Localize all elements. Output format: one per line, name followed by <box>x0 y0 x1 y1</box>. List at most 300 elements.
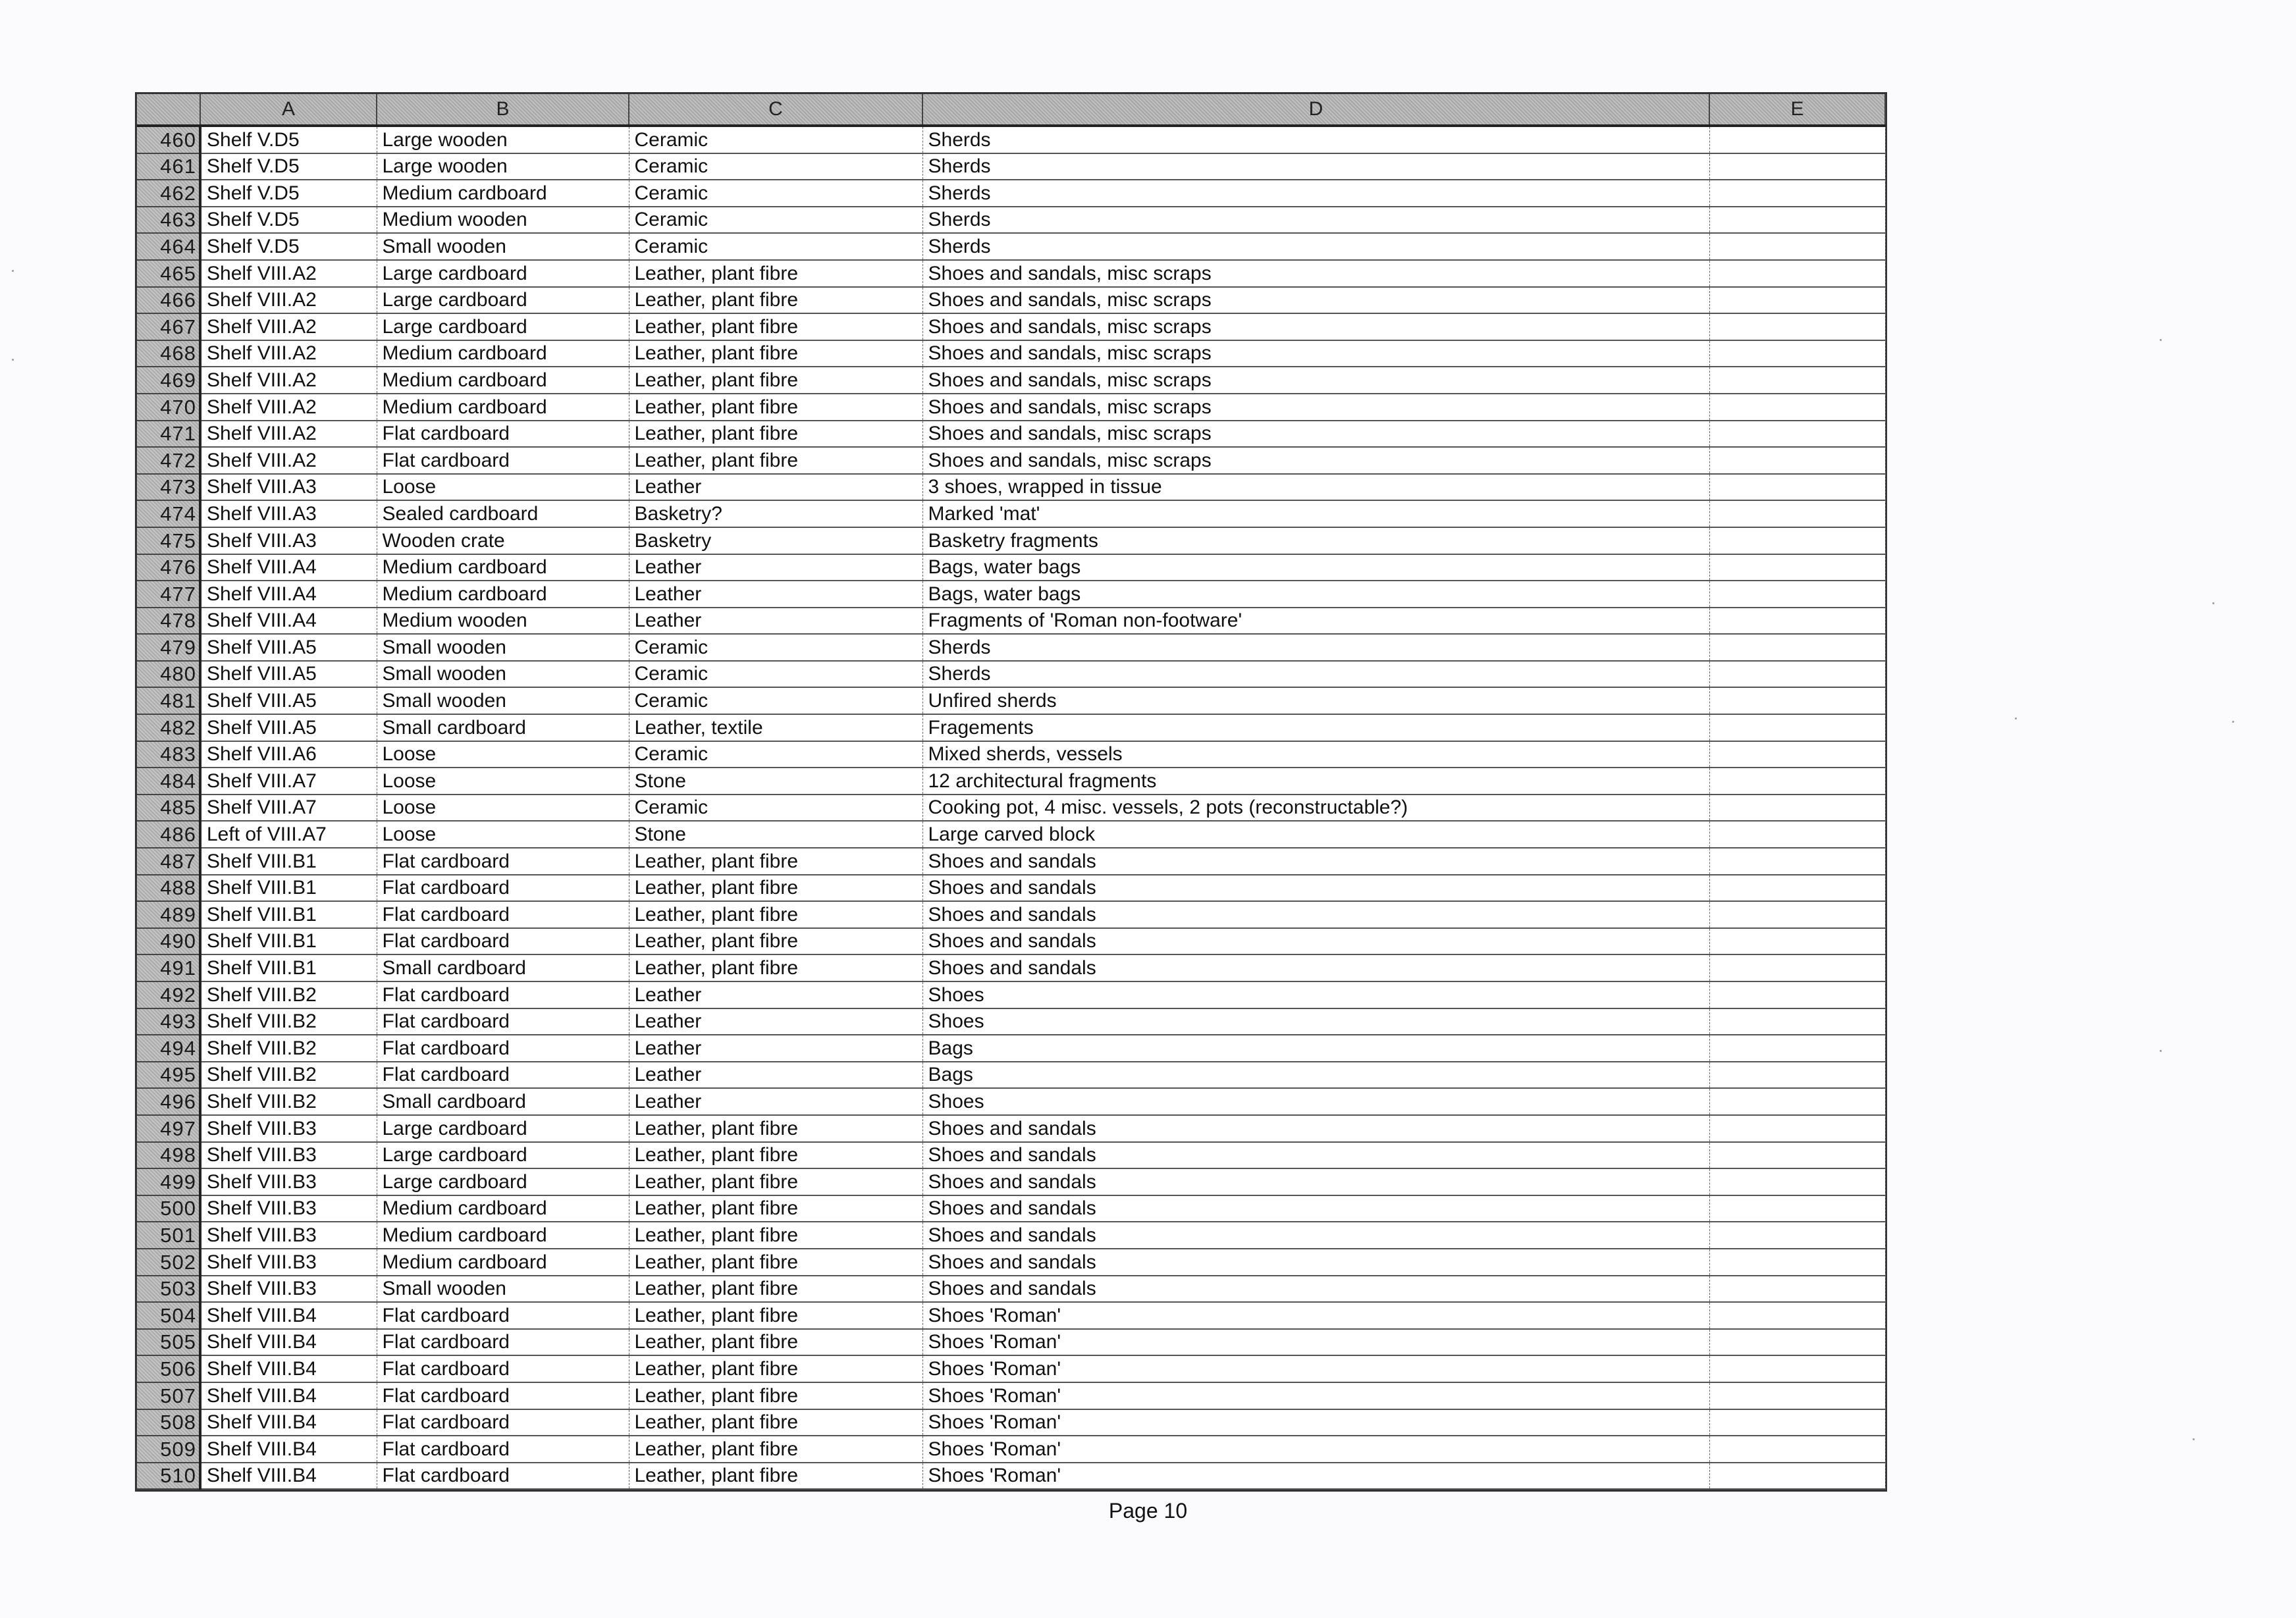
cell-description: Shoes and sandals <box>922 1195 1709 1222</box>
table-row <box>137 954 1885 981</box>
cell-description: Shoes <box>922 981 1709 1008</box>
cell-material: Leather, plant fibre <box>629 1195 922 1222</box>
cell-e <box>1709 367 1885 394</box>
cell-description: Sherds <box>922 661 1709 688</box>
cell-container: Flat cardboard <box>377 901 629 928</box>
row-number: 495 <box>137 1062 200 1089</box>
cell-location: Shelf VIII.B3 <box>200 1142 377 1169</box>
cell-location: Shelf VIII.B3 <box>200 1115 377 1142</box>
cell-material: Ceramic <box>629 741 922 768</box>
cell-container: Medium wooden <box>377 207 629 234</box>
cell-material: Leather, plant fibre <box>629 848 922 875</box>
cell-location: Shelf VIII.A3 <box>200 500 377 527</box>
cell-description: Sherds <box>922 126 1709 153</box>
row-number: 466 <box>137 287 200 314</box>
row-number: 460 <box>137 126 200 153</box>
table-row <box>137 687 1885 714</box>
cell-material: Leather, plant fibre <box>629 928 922 955</box>
cell-container: Small cardboard <box>377 714 629 741</box>
cell-material: Leather, plant fibre <box>629 1115 922 1142</box>
row-number: 509 <box>137 1436 200 1463</box>
table-row <box>137 1062 1885 1089</box>
table-row <box>137 1142 1885 1169</box>
cell-e <box>1709 821 1885 848</box>
cell-location: Shelf VIII.A5 <box>200 714 377 741</box>
row-number: 504 <box>137 1302 200 1329</box>
row-number: 478 <box>137 608 200 635</box>
cell-material: Leather, plant fibre <box>629 1276 922 1303</box>
cell-container: Medium cardboard <box>377 340 629 367</box>
cell-material: Leather <box>629 474 922 501</box>
row-number: 490 <box>137 928 200 955</box>
cell-material: Leather, plant fibre <box>629 1302 922 1329</box>
cell-e <box>1709 608 1885 635</box>
cell-description: Shoes and sandals <box>922 1249 1709 1276</box>
cell-container: Medium cardboard <box>377 1222 629 1249</box>
cell-description: Bags, water bags <box>922 581 1709 608</box>
cell-location: Shelf VIII.A4 <box>200 608 377 635</box>
cell-e <box>1709 1302 1885 1329</box>
table-row <box>137 126 1885 153</box>
cell-description: Shoes and sandals <box>922 928 1709 955</box>
scan-speck <box>2212 602 2214 604</box>
row-number: 505 <box>137 1329 200 1356</box>
cell-container: Flat cardboard <box>377 447 629 474</box>
cell-material: Leather <box>629 608 922 635</box>
cell-description: Shoes and sandals <box>922 1115 1709 1142</box>
cell-container: Flat cardboard <box>377 1329 629 1356</box>
cell-material: Leather, plant fibre <box>629 1436 922 1463</box>
cell-material: Leather, plant fibre <box>629 367 922 394</box>
cell-description: Sherds <box>922 634 1709 661</box>
cell-material: Stone <box>629 821 922 848</box>
cell-container: Flat cardboard <box>377 1302 629 1329</box>
cell-material: Leather <box>629 1035 922 1062</box>
cell-location: Shelf VIII.A3 <box>200 474 377 501</box>
table-row <box>137 447 1885 474</box>
page-number: Page 10 <box>1108 1499 1188 1523</box>
cell-location: Shelf VIII.B3 <box>200 1249 377 1276</box>
table-row <box>137 180 1885 207</box>
table-row <box>137 1463 1885 1490</box>
cell-material: Ceramic <box>629 687 922 714</box>
cell-description: Shoes 'Roman' <box>922 1329 1709 1356</box>
cell-material: Ceramic <box>629 634 922 661</box>
cell-material: Leather, plant fibre <box>629 340 922 367</box>
cell-e <box>1709 1115 1885 1142</box>
cell-material: Leather, plant fibre <box>629 1463 922 1490</box>
cell-e <box>1709 207 1885 234</box>
row-number: 462 <box>137 180 200 207</box>
cell-material: Ceramic <box>629 795 922 822</box>
cell-container: Small wooden <box>377 1276 629 1303</box>
cell-e <box>1709 848 1885 875</box>
cell-e <box>1709 180 1885 207</box>
table-row <box>137 1249 1885 1276</box>
cell-container: Medium cardboard <box>377 581 629 608</box>
cell-container: Large cardboard <box>377 1115 629 1142</box>
cell-location: Shelf VIII.B1 <box>200 928 377 955</box>
cell-e <box>1709 1382 1885 1409</box>
cell-description: Shoes and sandals <box>922 1168 1709 1195</box>
cell-e <box>1709 581 1885 608</box>
cell-e <box>1709 340 1885 367</box>
cell-description: Sherds <box>922 207 1709 234</box>
cell-description: Shoes and sandals, misc scraps <box>922 394 1709 421</box>
scan-speck <box>2160 1050 2162 1052</box>
cell-material: Leather, plant fibre <box>629 1382 922 1409</box>
cell-e <box>1709 1436 1885 1463</box>
cell-material: Ceramic <box>629 153 922 180</box>
cell-container: Large cardboard <box>377 287 629 314</box>
table-row <box>137 821 1885 848</box>
row-number: 470 <box>137 394 200 421</box>
column-header-d: D <box>922 94 1709 126</box>
cell-e <box>1709 1355 1885 1382</box>
cell-description: Fragments of 'Roman non-footware' <box>922 608 1709 635</box>
scan-speck <box>2160 339 2162 341</box>
cell-e <box>1709 1168 1885 1195</box>
cell-container: Medium cardboard <box>377 1249 629 1276</box>
cell-e <box>1709 687 1885 714</box>
cell-e <box>1709 1142 1885 1169</box>
cell-description: 12 architectural fragments <box>922 768 1709 795</box>
cell-description: Shoes and sandals, misc scraps <box>922 421 1709 448</box>
cell-description: Shoes and sandals, misc scraps <box>922 340 1709 367</box>
cell-e <box>1709 313 1885 340</box>
row-number: 475 <box>137 527 200 554</box>
table-row <box>137 928 1885 955</box>
row-number: 482 <box>137 714 200 741</box>
cell-container: Small wooden <box>377 661 629 688</box>
cell-container: Large cardboard <box>377 1168 629 1195</box>
scan-speck <box>12 359 14 361</box>
cell-location: Shelf VIII.B1 <box>200 875 377 902</box>
cell-e <box>1709 1276 1885 1303</box>
cell-e <box>1709 394 1885 421</box>
cell-e <box>1709 554 1885 581</box>
row-number: 503 <box>137 1276 200 1303</box>
scan-speck <box>2015 718 2017 719</box>
row-number: 461 <box>137 153 200 180</box>
cell-e <box>1709 1329 1885 1356</box>
cell-material: Leather <box>629 1062 922 1089</box>
row-number: 499 <box>137 1168 200 1195</box>
cell-location: Shelf V.D5 <box>200 233 377 260</box>
table-row <box>137 313 1885 340</box>
table-row <box>137 1355 1885 1382</box>
table-row <box>137 848 1885 875</box>
cell-container: Large cardboard <box>377 1142 629 1169</box>
cell-container: Medium cardboard <box>377 367 629 394</box>
cell-material: Stone <box>629 768 922 795</box>
cell-e <box>1709 875 1885 902</box>
cell-container: Loose <box>377 821 629 848</box>
table-row <box>137 1382 1885 1409</box>
cell-material: Leather <box>629 581 922 608</box>
table-row <box>137 634 1885 661</box>
table-row <box>137 901 1885 928</box>
row-number: 486 <box>137 821 200 848</box>
cell-container: Flat cardboard <box>377 875 629 902</box>
cell-description: Shoes <box>922 1008 1709 1035</box>
row-number: 471 <box>137 421 200 448</box>
cell-e <box>1709 447 1885 474</box>
cell-description: Shoes and sandals <box>922 848 1709 875</box>
table-row <box>137 421 1885 448</box>
table-row <box>137 1088 1885 1115</box>
cell-container: Large wooden <box>377 153 629 180</box>
cell-container: Loose <box>377 741 629 768</box>
table-row <box>137 233 1885 260</box>
cell-material: Leather <box>629 1008 922 1035</box>
cell-material: Leather, plant fibre <box>629 394 922 421</box>
cell-material: Ceramic <box>629 661 922 688</box>
cell-container: Wooden crate <box>377 527 629 554</box>
cell-material: Basketry <box>629 527 922 554</box>
cell-container: Small wooden <box>377 634 629 661</box>
cell-description: Shoes 'Roman' <box>922 1463 1709 1490</box>
cell-e <box>1709 287 1885 314</box>
cell-location: Shelf VIII.B2 <box>200 1088 377 1115</box>
cell-description: Shoes and sandals, misc scraps <box>922 447 1709 474</box>
cell-container: Small cardboard <box>377 1088 629 1115</box>
cell-container: Large cardboard <box>377 260 629 287</box>
row-number: 491 <box>137 954 200 981</box>
cell-material: Leather, plant fibre <box>629 1142 922 1169</box>
cell-e <box>1709 1222 1885 1249</box>
cell-container: Small wooden <box>377 233 629 260</box>
table-row <box>137 554 1885 581</box>
cell-e <box>1709 233 1885 260</box>
column-header-e: E <box>1709 94 1885 126</box>
cell-e <box>1709 153 1885 180</box>
cell-container: Flat cardboard <box>377 1463 629 1490</box>
row-number: 483 <box>137 741 200 768</box>
cell-e <box>1709 1008 1885 1035</box>
cell-material: Leather <box>629 1088 922 1115</box>
column-header-row <box>137 94 1885 126</box>
table-row <box>137 527 1885 554</box>
cell-description: Shoes and sandals <box>922 954 1709 981</box>
scan-speck <box>2193 1438 2195 1440</box>
cell-e <box>1709 661 1885 688</box>
row-number: 484 <box>137 768 200 795</box>
table-row <box>137 1195 1885 1222</box>
cell-location: Shelf VIII.A2 <box>200 394 377 421</box>
table-row <box>137 1168 1885 1195</box>
table-row <box>137 1115 1885 1142</box>
cell-location: Shelf V.D5 <box>200 207 377 234</box>
column-header-b: B <box>377 94 629 126</box>
cell-description: Shoes and sandals <box>922 1222 1709 1249</box>
row-number: 506 <box>137 1355 200 1382</box>
cell-e <box>1709 260 1885 287</box>
cell-material: Leather, plant fibre <box>629 875 922 902</box>
cell-material: Leather, plant fibre <box>629 447 922 474</box>
cell-location: Shelf V.D5 <box>200 126 377 153</box>
cell-e <box>1709 500 1885 527</box>
cell-location: Shelf VIII.B2 <box>200 1035 377 1062</box>
row-number: 481 <box>137 687 200 714</box>
cell-material: Leather, plant fibre <box>629 421 922 448</box>
cell-material: Ceramic <box>629 126 922 153</box>
cell-material: Leather, textile <box>629 714 922 741</box>
cell-container: Flat cardboard <box>377 1355 629 1382</box>
row-number: 492 <box>137 981 200 1008</box>
spreadsheet-printout <box>135 92 1887 1492</box>
cell-location: Shelf VIII.B3 <box>200 1276 377 1303</box>
row-number: 472 <box>137 447 200 474</box>
cell-container: Medium cardboard <box>377 554 629 581</box>
cell-material: Leather <box>629 554 922 581</box>
row-number: 510 <box>137 1463 200 1490</box>
cell-container: Flat cardboard <box>377 421 629 448</box>
cell-material: Basketry? <box>629 500 922 527</box>
cell-container: Medium cardboard <box>377 394 629 421</box>
table-row <box>137 581 1885 608</box>
row-number: 501 <box>137 1222 200 1249</box>
table-row <box>137 367 1885 394</box>
row-number: 487 <box>137 848 200 875</box>
cell-location: Left of VIII.A7 <box>200 821 377 848</box>
cell-container: Flat cardboard <box>377 928 629 955</box>
row-number: 493 <box>137 1008 200 1035</box>
cell-container: Loose <box>377 768 629 795</box>
cell-description: Unfired sherds <box>922 687 1709 714</box>
cell-material: Leather, plant fibre <box>629 287 922 314</box>
cell-location: Shelf VIII.B3 <box>200 1168 377 1195</box>
cell-description: Bags, water bags <box>922 554 1709 581</box>
cell-location: Shelf VIII.A4 <box>200 581 377 608</box>
row-number: 507 <box>137 1382 200 1409</box>
cell-container: Flat cardboard <box>377 1382 629 1409</box>
cell-location: Shelf VIII.A2 <box>200 340 377 367</box>
row-number: 479 <box>137 634 200 661</box>
table-row <box>137 1008 1885 1035</box>
cell-description: Shoes 'Roman' <box>922 1355 1709 1382</box>
cell-location: Shelf VIII.A2 <box>200 367 377 394</box>
table-row <box>137 153 1885 180</box>
cell-description: Shoes 'Roman' <box>922 1409 1709 1436</box>
cell-e <box>1709 474 1885 501</box>
cell-location: Shelf VIII.B2 <box>200 1062 377 1089</box>
cell-e <box>1709 981 1885 1008</box>
cell-e <box>1709 768 1885 795</box>
cell-location: Shelf VIII.A6 <box>200 741 377 768</box>
row-number: 508 <box>137 1409 200 1436</box>
row-number: 477 <box>137 581 200 608</box>
cell-container: Flat cardboard <box>377 1062 629 1089</box>
cell-material: Leather, plant fibre <box>629 260 922 287</box>
cell-description: 3 shoes, wrapped in tissue <box>922 474 1709 501</box>
cell-location: Shelf VIII.A4 <box>200 554 377 581</box>
cell-location: Shelf VIII.B4 <box>200 1355 377 1382</box>
cell-e <box>1709 1409 1885 1436</box>
cell-container: Flat cardboard <box>377 1409 629 1436</box>
cell-material: Ceramic <box>629 207 922 234</box>
cell-location: Shelf VIII.A7 <box>200 795 377 822</box>
cell-e <box>1709 1195 1885 1222</box>
cell-location: Shelf VIII.A2 <box>200 260 377 287</box>
cell-location: Shelf VIII.A3 <box>200 527 377 554</box>
table-body <box>137 126 1885 1489</box>
cell-description: Mixed sherds, vessels <box>922 741 1709 768</box>
scan-speck <box>2232 721 2234 723</box>
column-header-c: C <box>629 94 922 126</box>
table-row <box>137 207 1885 234</box>
cell-location: Shelf VIII.B1 <box>200 954 377 981</box>
table-row <box>137 714 1885 741</box>
table-row <box>137 875 1885 902</box>
cell-location: Shelf VIII.A2 <box>200 287 377 314</box>
cell-container: Flat cardboard <box>377 1008 629 1035</box>
table-row <box>137 981 1885 1008</box>
cell-container: Flat cardboard <box>377 1436 629 1463</box>
cell-description: Basketry fragments <box>922 527 1709 554</box>
cell-description: Shoes and sandals <box>922 1142 1709 1169</box>
table-row <box>137 768 1885 795</box>
table-row <box>137 340 1885 367</box>
cell-container: Medium cardboard <box>377 180 629 207</box>
cell-description: Shoes <box>922 1088 1709 1115</box>
row-number: 489 <box>137 901 200 928</box>
table-row <box>137 1302 1885 1329</box>
table-row <box>137 1409 1885 1436</box>
cell-location: Shelf VIII.B4 <box>200 1436 377 1463</box>
cell-container: Loose <box>377 795 629 822</box>
table-row <box>137 260 1885 287</box>
cell-description: Bags <box>922 1062 1709 1089</box>
cell-description: Shoes and sandals, misc scraps <box>922 287 1709 314</box>
cell-container: Small cardboard <box>377 954 629 981</box>
cell-location: Shelf VIII.B2 <box>200 981 377 1008</box>
cell-e <box>1709 901 1885 928</box>
cell-material: Leather, plant fibre <box>629 1222 922 1249</box>
row-number: 496 <box>137 1088 200 1115</box>
cell-container: Sealed cardboard <box>377 500 629 527</box>
cell-location: Shelf VIII.A2 <box>200 421 377 448</box>
cell-location: Shelf VIII.B3 <box>200 1195 377 1222</box>
table-row <box>137 741 1885 768</box>
cell-container: Medium wooden <box>377 608 629 635</box>
cell-container: Loose <box>377 474 629 501</box>
cell-description: Shoes and sandals, misc scraps <box>922 367 1709 394</box>
table-row <box>137 1436 1885 1463</box>
cell-description: Large carved block <box>922 821 1709 848</box>
row-number: 476 <box>137 554 200 581</box>
table-row <box>137 1329 1885 1356</box>
cell-description: Bags <box>922 1035 1709 1062</box>
cell-material: Leather, plant fibre <box>629 1168 922 1195</box>
table-row <box>137 661 1885 688</box>
table-row <box>137 1276 1885 1303</box>
cell-location: Shelf VIII.A7 <box>200 768 377 795</box>
row-number: 497 <box>137 1115 200 1142</box>
cell-location: Shelf VIII.A2 <box>200 447 377 474</box>
cell-location: Shelf VIII.B4 <box>200 1382 377 1409</box>
cell-location: Shelf V.D5 <box>200 180 377 207</box>
row-number: 488 <box>137 875 200 902</box>
cell-material: Leather, plant fibre <box>629 901 922 928</box>
corner-header <box>137 94 200 126</box>
cell-description: Shoes and sandals, misc scraps <box>922 260 1709 287</box>
cell-description: Shoes 'Roman' <box>922 1302 1709 1329</box>
cell-container: Flat cardboard <box>377 981 629 1008</box>
cell-e <box>1709 741 1885 768</box>
table-row <box>137 795 1885 822</box>
data-table <box>137 94 1886 1490</box>
